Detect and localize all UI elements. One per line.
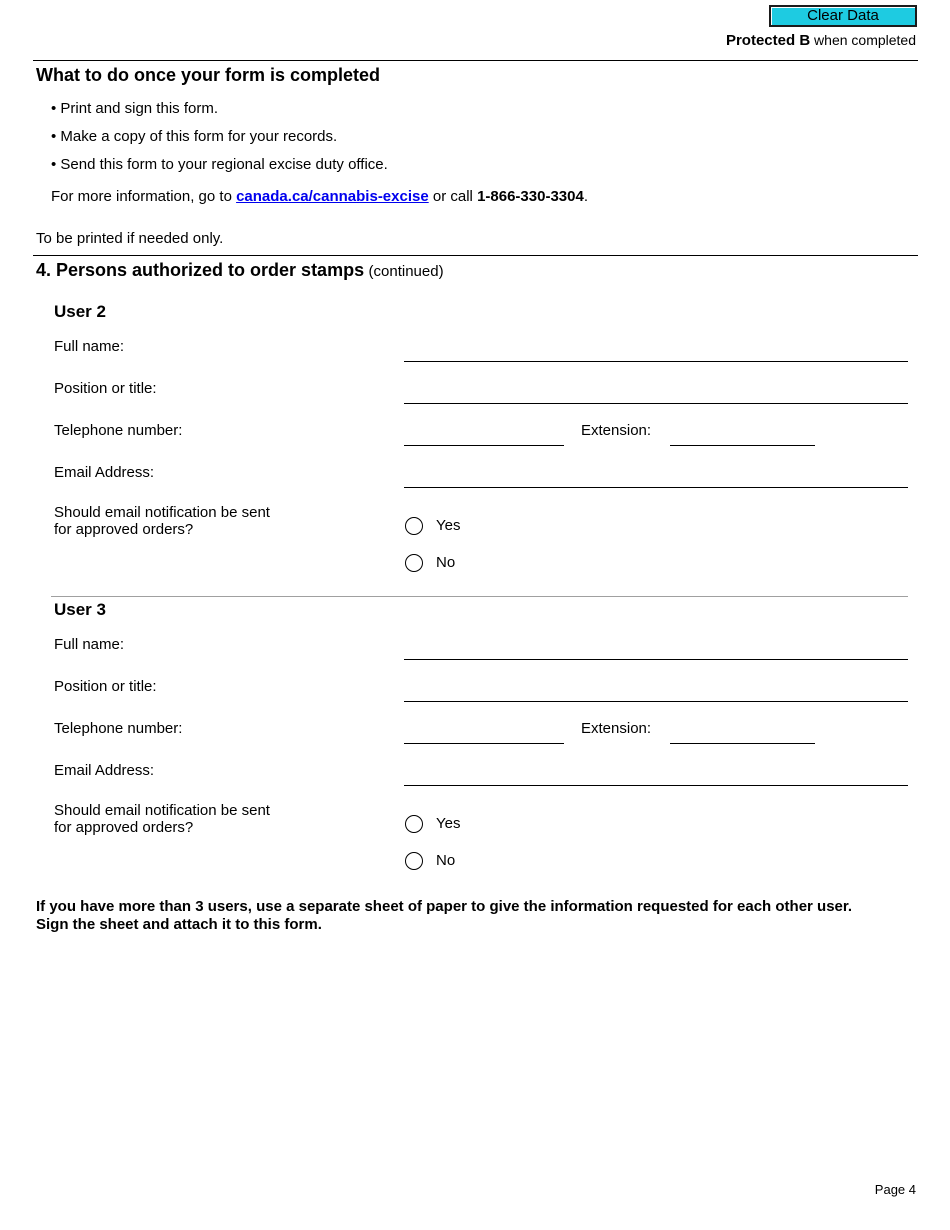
user3-notify-label [54,802,270,836]
more-info-middle: or call [428,188,478,205]
user2-position-label: Position or title: [54,380,157,397]
page-number: Page 4 [874,1182,916,1197]
user2-no-label: No [436,554,456,571]
user3-position-field[interactable] [404,701,908,702]
section4-heading: 4. Persons authorized to order stamps [36,260,365,280]
extra-users-notice [36,898,906,934]
user3-email-label: Email Address: [54,762,155,779]
user2-yes-label: Yes [436,517,461,534]
protected-b-bold: Protected B [725,32,811,49]
user2-position-field[interactable] [404,403,908,404]
user-divider [51,596,908,597]
section4-continued: (continued) [368,263,444,280]
user2-notify-line1: Should email notification be sent [54,504,270,521]
print-note: To be printed if needed only. [36,230,224,247]
user3-notify-line1: Should email notification be sent [54,802,270,819]
completion-bullet-1: • Print and sign this form. [51,100,218,117]
user3-yes-label: Yes [436,815,461,832]
user3-notify-line2: for approved orders? [54,819,194,836]
more-info-prefix: For more information, go to [51,188,237,205]
clear-data-button[interactable]: Clear Data [769,5,917,27]
user2-full-name-label: Full name: [54,338,125,355]
completion-bullet-2: • Make a copy of this form for your records. [51,128,338,145]
user3-yes-radio[interactable] [405,815,423,833]
more-info-text [51,188,588,205]
user3-no-radio[interactable] [405,852,423,870]
user2-full-name-field[interactable] [404,361,908,362]
header-divider [33,60,918,61]
protected-b-suffix: when completed [814,32,916,48]
user3-heading: User 3 [54,600,106,619]
user3-full-name-field[interactable] [404,659,908,660]
section4-title [36,260,444,281]
user2-telephone-label: Telephone number: [54,422,183,439]
user2-telephone-field[interactable] [404,445,564,446]
user2-email-field[interactable] [404,487,908,488]
user2-heading: User 2 [54,302,106,321]
user3-full-name-label: Full name: [54,636,125,653]
user3-telephone-label: Telephone number: [54,720,183,737]
user3-position-label: Position or title: [54,678,157,695]
user2-yes-radio[interactable] [405,517,423,535]
user3-extension-field[interactable] [670,743,815,744]
user2-notify-label [54,504,270,538]
cannabis-excise-link[interactable]: canada.ca/cannabis-excise [236,188,429,205]
user3-telephone-field[interactable] [404,743,564,744]
user2-notify-line2: for approved orders? [54,521,194,538]
user3-no-label: No [436,852,456,869]
more-info-suffix: . [583,188,588,205]
completion-title: What to do once your form is completed [36,65,381,85]
user3-extension-label: Extension: [581,720,652,737]
user2-extension-field[interactable] [670,445,815,446]
user2-extension-label: Extension: [581,422,652,439]
user3-email-field[interactable] [404,785,908,786]
extra-users-notice-line1: If you have more than 3 users, use a separate sheet of paper to give the information requested for each other user. [36,898,853,915]
completion-bullet-3: • Send this form to your regional excise duty office. [51,156,388,173]
extra-users-notice-line2: Sign the sheet and attach it to this form. [36,916,322,933]
user2-no-radio[interactable] [405,554,423,572]
section-divider [33,255,918,256]
phone-number: 1-866-330-3304 [477,188,584,205]
protected-b-label [726,32,916,49]
user2-email-label: Email Address: [54,464,155,481]
